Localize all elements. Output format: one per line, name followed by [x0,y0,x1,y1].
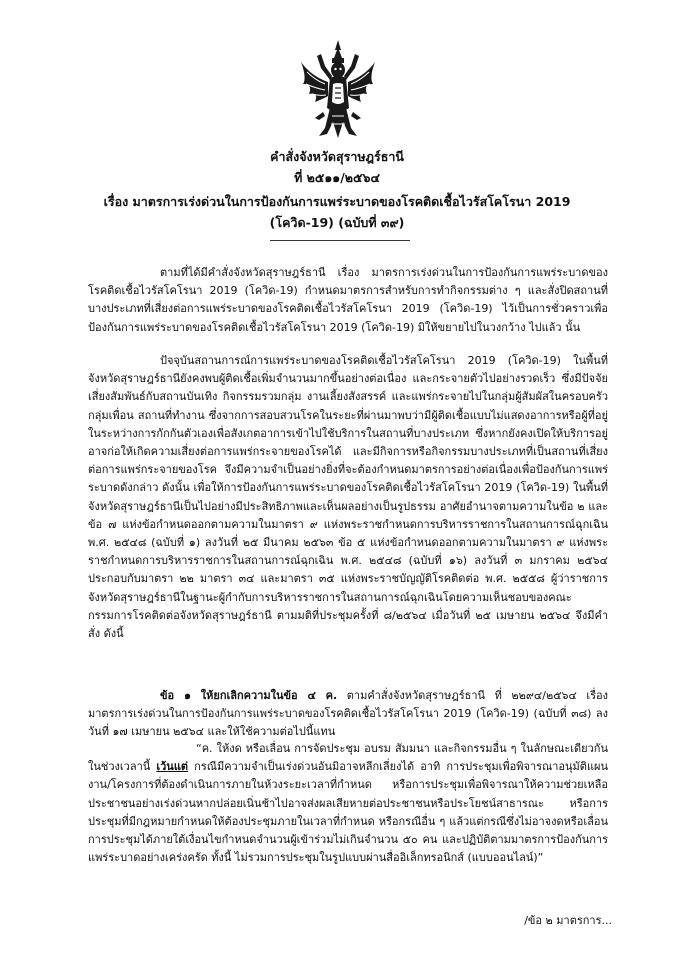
garuda-emblem-icon [297,38,379,142]
clause-c-text-start: “ค. ให้งด หรือเลื่อน การจัดประชุม อบรม สัมมนา และกิจกรรมอื่น ๆ ในลักษณะเดียวกันในช่วงเวลานี้ [88,742,608,774]
paragraph-background: ตามที่ได้มีคำสั่งจังหวัดสุราษฎร์ธานี เรื่อง มาตรการเร่งด่วนในการป้องกันการแพร่ระบาดของโรคติดเชื้อไวรัสโคโรนา 2019 (โควิด-19) กำหนดมาตรการสำหรับการทำกิจกรรมต่าง ๆ และสั่งปิดสถานที่บางประเภทที่เสี่ยงต่อการแพร่ระบาดของโรคติดเชื้อไวรัสโคโรนา 2019 (โควิด-19) ไว้เป็นการชั่วคราวเพื่อป้องกันการแพร่ระบาดของโรคติดเชื้อไวรัสโคโรนา 2019 (โควิด-19) มิให้ขยายไปในวงกว้าง ไปแล้ว นั้น [88,266,608,334]
paragraph-current-situation: ปัจจุบันสถานการณ์การแพร่ระบาดของโรคติดเชื้อไวรัสโคโรนา 2019 (โควิด-19) ในพื้นที่จังหวัดสุราษฎร์ธานียังคงพบผู้ติดเชื้อเพิ่มจำนวนมากขึ้นอย่างต่อเนื่อง และกระจายตัวไปอย่างรวดเร็ว ซึ่งมีปัจจัยเสี่ยงสัมพันธ์กับสถานบันเทิง กิจกรรมรวมกลุ่ม งานเลี้ยงสังสรรค์ และแพร่กระจายไปในกลุ่มผู้สัมผัสในครอบครัว กลุ่มเพื่อน สถานที่ทำงาน ซึ่งจากการสอบสวนโรคในระยะที่ผ่านมาพบว่ามีผู้ติดเชื้อแบบไม่แสดงอาการหรือผู้ที่อยู่ในระหว่างการกักกันตัวเองเพื่อสังเกตอาการเข้าไปใช้บริการในสถานที่บางประเภท ซึ่งหากยังคงเปิดให้บริการอยู่อาจก่อให้เกิดความเสี่ยงต่อการแพร่กระจายของโรคได้ และมีกิจการหรือกิจกรรมบางประเภทที่เป็นสถานที่เสี่ยงต่อการแพร่กระจายของโรค จึงมีความจำเป็นอย่างยิ่งที่จะต้องกำหนดมาตรการอย่างต่อเนื่องเพื่อป้องกันการแพร่ระบาดดังกล่าว ดังนั้น เพื่อให้การป้องกันการแพร่ระบาดของโรคติดเชื้อไวรัสโคโรนา 2019 (โควิด-19) ในพื้นที่จังหวัดสุราษฎร์ธานีเป็นไปอย่างมีประสิทธิภาพและเห็นผลอย่างเป็นรูปธรรม อาศัยอำนาจตามความในข้อ ๒ และข้อ ๗ แห่งข้อกำหนดออกตามความในมาตรา ๙ แห่งพระราชกำหนดการบริหารราชการในสถานการณ์ฉุกเฉิน พ.ศ. ๒๕๔๘ (ฉบับที่ ๑) ลงวันที่ ๒๕ มีนาคม ๒๕๖๓ ข้อ ๕ แห่งข้อกำหนดออกตามความในมาตรา ๙ แห่งพระราชกำหนดการบริหารราชการในสถานการณ์ฉุกเฉิน พ.ศ. ๒๕๔๘ (ฉบับที่ ๑๖) ลงวันที่ ๓ มกราคม ๒๕๖๔ ประกอบกับมาตรา ๒๒ มาตรา ๓๔ และมาตรา ๓๕ แห่งพระราชบัญญัติโรคติดต่อ พ.ศ. ๒๕๕๘ ผู้ว่าราชการจังหวัดสุราษฎร์ธานีในฐานะผู้กำกับการบริหารราชการในสถานการณ์ฉุกเฉินโดยความเห็นชอบของคณะกรรมการโรคติดต่อจังหวัดสุราษฎร์ธานี ตามมติที่ประชุมครั้งที่ ๘/๒๕๖๔ เมื่อวันที่ ๒๕ เมษายน ๒๕๖๔ จึงมีคำสั่ง ดังนี้ [88,354,608,641]
title-divider [270,240,410,241]
order-subject: เรื่อง มาตรการเร่งด่วนในการป้องกันการแพร่ระบาดของโรคติดเชื้อไวรัสโคโรนา 2019 [103,194,571,209]
page-continuation: /ข้อ ๒ มาตรการ... [524,914,612,927]
clause-1-heading: ข้อ ๑ ให้ยกเลิกความในข้อ ๔ ค. [160,689,338,702]
order-number: ที่ ๒๕๑๑/๒๕๖๔ [294,170,380,185]
clause-1-text: ตามคำสั่งจังหวัดสุราษฎร์ธานี ที่ ๒๒๙๔/๒๕๖๔ เรื่อง มาตรการเร่งด่วนในการป้องกันการแพร่ระบาดของโรคติดเชื้อไวรัสโคโรนา 2019 (โควิด-19) (ฉบับที่ ๓๘) ลงวันที่ ๑๗ เมษายน ๒๕๖๔ และให้ใช้ความต่อไปนี้แทน [88,689,608,739]
order-subject-continued: (โควิด-19) (ฉบับที่ ๓๙) [269,215,405,230]
order-title: คำสั่งจังหวัดสุราษฎร์ธานี [270,149,404,164]
paragraph-clause-1 [88,687,608,742]
clause-c-text-end: กรณีมีความจำเป็นเร่งด่วนอันมิอาจหลีกเลี่ยงได้ อาทิ การประชุมเพื่อพิจารณาอนุมัติแผนงาน/โครงการที่ต้องดำเนินการภายในห้วงระยะเวลาที่กำหนด หรือการประชุมเพื่อพิจารณาให้ความช่วยเหลือประชาชนอย่างเร่งด่วนหากปล่อยเนิ่นช้าไปอาจส่งผลเสียหายต่อประชาชนหรือประโยชน์สาธารณะ หรือการประชุมที่มีกฎหมายกำหนดให้ต้องประชุมภายในเวลาที่กำหนด หรือกรณีอื่น ๆ แล้วแต่กรณีซึ่งไม่อาจงดหรือเลื่อนการประชุมได้ภายใต้เงื่อนไขกำหนดจำนวนผู้เข้าร่วมไม่เกินจำนวน ๕๐ คน และปฏิบัติตามมาตรการป้องกันการแพร่ระบาดอย่างเคร่งครัด ทั้งนี้ ไม่รวมการประชุมในรูปแบบผ่านสื่ออิเล็กทรอนิกส์ (แบบออนไลน์)” [88,760,608,865]
paragraph-clause-c [88,740,608,867]
clause-c-exception: เว้นแต่ [156,760,189,774]
